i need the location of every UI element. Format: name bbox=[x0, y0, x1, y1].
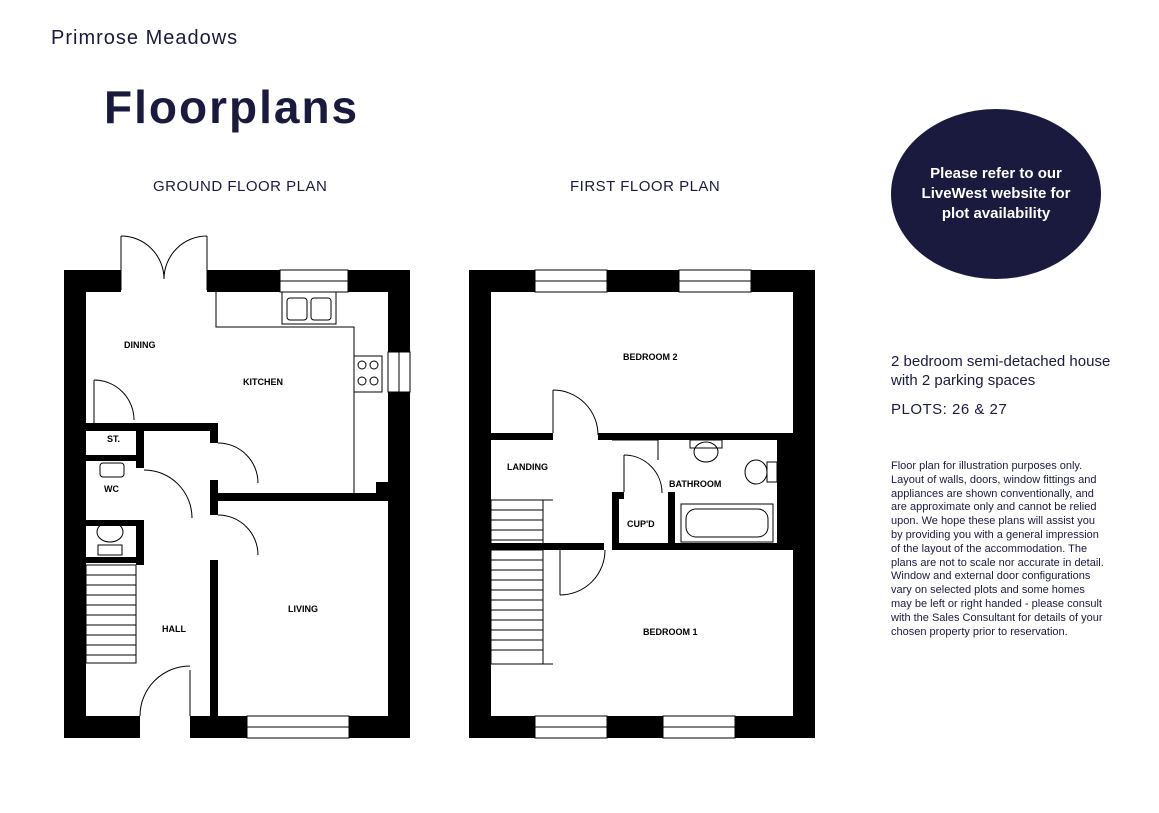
availability-note: Please refer to our LiveWest website for plot availability bbox=[921, 165, 1071, 222]
disclaimer-text: Floor plan for illustration purposes only. Layout of walls, doors, window fittings and appliances are shown conventionally, and are approximate only and cannot be relied upon. We hope these plans will assist you by providing you with a general impression of the layout of the accommodation. The plans are not to scale nor accurate in detail. Window and external door configurations vary on selected plots and some homes may be left or right handed - please consult with the Sales Consultant for details of your chosen property prior to reservation. bbox=[891, 460, 1104, 638]
page-title: Floorplans bbox=[104, 81, 360, 133]
first-floor-fixtures bbox=[491, 270, 777, 738]
ground-floor-heading: GROUND FLOOR PLAN bbox=[153, 178, 328, 195]
plots-label: PLOTS: 26 & 27 bbox=[891, 401, 1008, 418]
room-bedroom-2: BEDROOM 2 bbox=[623, 352, 678, 362]
first-floor-heading: FIRST FLOOR PLAN bbox=[570, 178, 721, 195]
ground-floor-fixtures bbox=[86, 236, 410, 738]
description-line-1: 2 bedroom semi-detached house bbox=[891, 353, 1111, 370]
ground-floor-walls bbox=[64, 270, 410, 738]
room-living: LIVING bbox=[288, 604, 319, 614]
room-bathroom: BATHROOM bbox=[669, 479, 722, 489]
description-line-2: with 2 parking spaces bbox=[891, 372, 1036, 389]
room-landing: LANDING bbox=[507, 462, 548, 472]
room-kitchen: KITCHEN bbox=[243, 377, 283, 387]
room-dining: DINING bbox=[124, 340, 156, 350]
room-hall: HALL bbox=[162, 624, 186, 634]
room-wc: WC bbox=[104, 484, 119, 494]
brand-name: Primrose Meadows bbox=[51, 27, 239, 49]
room-bedroom-1: BEDROOM 1 bbox=[643, 627, 698, 637]
room-cupboard: CUP'D bbox=[627, 519, 655, 529]
room-store: ST. bbox=[107, 434, 121, 444]
